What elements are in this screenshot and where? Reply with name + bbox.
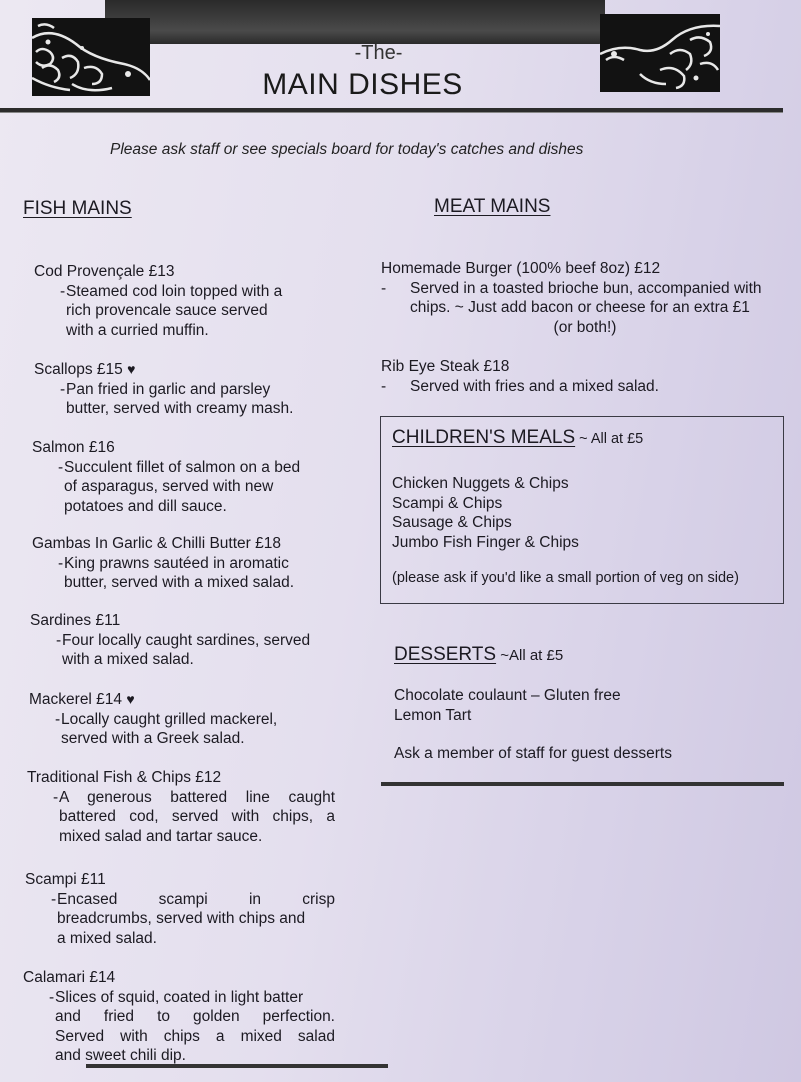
dish-cod-provencale [34, 262, 282, 340]
desserts-list [394, 686, 621, 725]
fish-mains-heading: FISH MAINS [23, 198, 132, 219]
dish-name: Traditional Fish & Chips £12 [27, 769, 222, 786]
page-title: MAIN DISHES [262, 68, 463, 101]
childrens-meals-heading: CHILDREN'S MEALS ~ All at £5 [392, 427, 644, 448]
list-item: Jumbo Fish Finger & Chips [392, 533, 579, 551]
dash-bullet: - [55, 710, 61, 728]
dish-calamari [23, 968, 335, 1066]
dish-description: A generous battered line caught battered cod, served with chips, a mixed salad and tartar sauce. [59, 788, 335, 845]
page-subtitle: Please ask staff or see specials board for today's catches and dishes [110, 141, 584, 158]
dash-bullet: - [53, 788, 59, 806]
dish-description: Slices of squid, coated in light batter and fried to golden perfection. Served with chips a mixed salad and sweet chili dip. [55, 988, 335, 1064]
dish-mackerel [29, 690, 333, 749]
list-item: Scampi & Chips [392, 494, 503, 512]
the-label: -The- [354, 42, 403, 64]
desserts-heading: DESSERTS ~All at £5 [394, 644, 564, 665]
list-item: Chicken Nuggets & Chips [392, 475, 569, 492]
dish-rib-eye-steak [381, 357, 659, 396]
dish-name: Mackerel £14 ♥ [29, 691, 135, 708]
meat-mains-heading: MEAT MAINS [434, 196, 551, 217]
dish-name: Scallops £15 ♥ [34, 361, 136, 378]
dish-name: Homemade Burger (100% beef 8oz) £12 [381, 260, 661, 277]
dash-bullet: - [51, 890, 57, 908]
dish-scallops [34, 360, 293, 419]
dish-homemade-burger [381, 259, 790, 337]
list-item: Lemon Tart [394, 706, 472, 724]
dash-bullet: - [60, 282, 66, 300]
dish-description: Served in a toasted brioche bun, accompanied with chips. ~ Just add bacon or cheese for an extra £1 (or both!) [410, 279, 762, 336]
desserts-divider [381, 782, 784, 786]
dish-name: Cod Provençale £13 [34, 263, 175, 280]
dish-description: Locally caught grilled mackerel, served with a Greek salad. [61, 710, 278, 747]
dish-name: Salmon £16 [32, 439, 115, 456]
childrens-meals-box [380, 416, 784, 604]
top-divider [0, 108, 783, 113]
dish-description: King prawns sautéed in aromatic butter, served with a mixed salad. [64, 554, 295, 591]
dish-description: Encased scampi in crisp breadcrumbs, served with chips and a mixed salad. [57, 890, 335, 947]
dish-description: Succulent fillet of salmon on a bed of asparagus, served with new potatoes and dill sauce. [64, 458, 301, 515]
dish-name: Rib Eye Steak £18 [381, 358, 510, 375]
dash-bullet: - [49, 988, 55, 1006]
dish-name: Gambas In Garlic & Chilli Butter £18 [32, 535, 281, 552]
dash-bullet: - [58, 458, 64, 476]
dish-description: Pan fried in garlic and parsley butter, served with creamy mash. [66, 380, 294, 417]
veg-note: (please ask if you'd like a small portion of veg on side) [392, 570, 739, 586]
bottom-divider [86, 1064, 388, 1068]
dash-bullet: - [56, 631, 62, 649]
dish-description: Served with fries and a mixed salad. [410, 377, 659, 395]
dash-bullet: - [60, 380, 66, 398]
dish-scampi [25, 870, 335, 948]
dash-bullet: - [58, 554, 64, 572]
dish-gambas [32, 534, 294, 593]
dish-name: Calamari £14 [23, 969, 116, 986]
dish-description: Steamed cod loin topped with a rich provencale sauce served with a curried muffin. [66, 282, 283, 339]
dish-salmon [32, 438, 300, 516]
dish-sardines [30, 611, 310, 670]
heart-icon: ♥ [126, 691, 135, 707]
heart-icon: ♥ [127, 361, 136, 377]
dish-name: Scampi £11 [25, 871, 106, 888]
childrens-meals-list [392, 474, 579, 552]
header-banner [105, 0, 605, 44]
dish-fish-and-chips [27, 768, 335, 846]
guest-desserts-note: Ask a member of staff for guest desserts [394, 745, 672, 762]
dash-bullet: - [381, 279, 387, 297]
dish-description: Four locally caught sardines, served with a mixed salad. [62, 631, 311, 668]
list-item: Sausage & Chips [392, 514, 512, 531]
dish-name: Sardines £11 [30, 612, 121, 629]
list-item: Chocolate coulaunt – Gluten free [394, 687, 621, 704]
dash-bullet: - [381, 377, 387, 395]
